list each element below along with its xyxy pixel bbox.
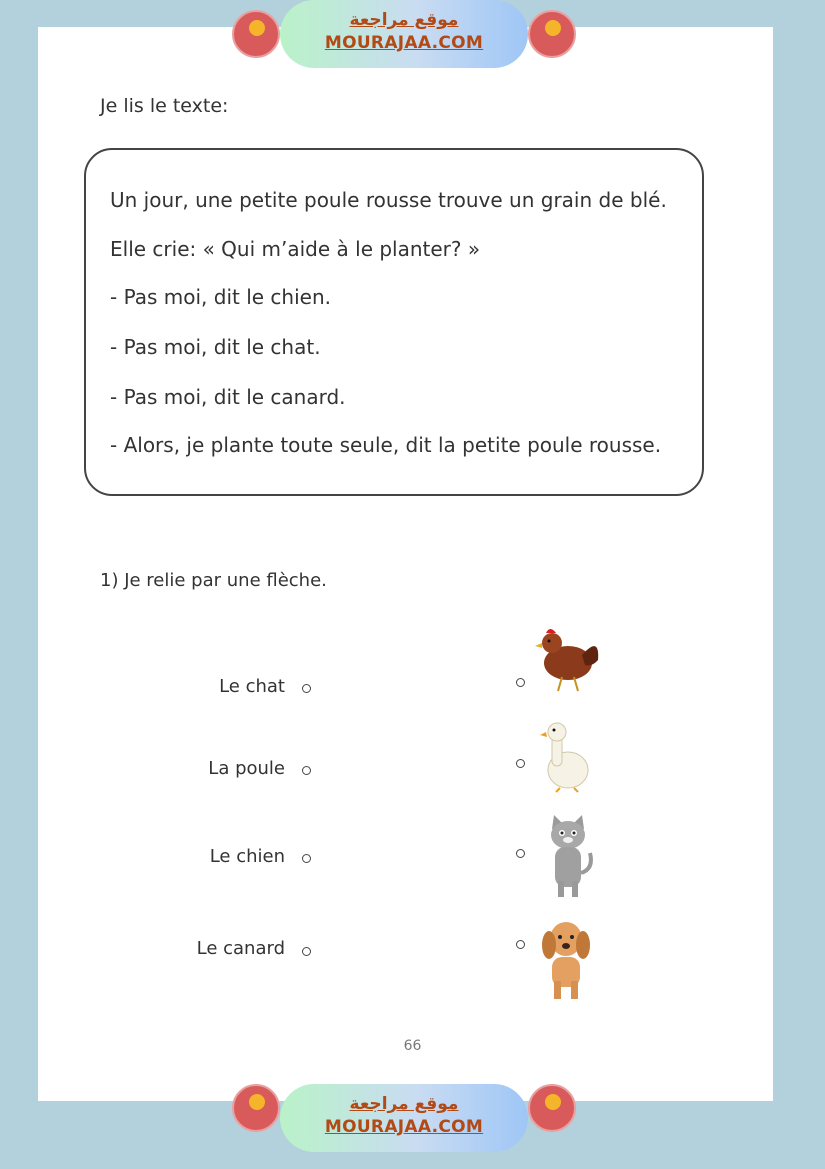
match-dot-left[interactable]: [302, 766, 311, 775]
story-line: - Pas moi, dit le chien.: [110, 285, 331, 309]
label-la-poule: La poule: [208, 758, 285, 779]
label-le-chat: Le chat: [219, 676, 285, 697]
banner-arabic-title[interactable]: موقع مراجعة: [349, 10, 459, 30]
story-line: Un jour, une petite poule rousse trouve un grain de blé.: [110, 188, 667, 212]
site-banner-top[interactable]: [280, 0, 528, 68]
logo-sun-icon: [545, 20, 561, 36]
story-line: - Pas moi, dit le chat.: [110, 335, 321, 359]
reading-heading: Je lis le texte:: [100, 95, 229, 117]
site-logo-right-top[interactable]: [528, 10, 576, 58]
site-banner-bottom[interactable]: [280, 1084, 528, 1152]
site-logo-left-bottom[interactable]: [232, 1084, 280, 1132]
banner-site-link[interactable]: MOURAJAA.COM: [324, 33, 484, 53]
banner-arabic-title[interactable]: موقع مراجعة: [349, 1094, 459, 1114]
match-dot-right[interactable]: [516, 940, 525, 949]
story-line: - Alors, je plante toute seule, dit la petite poule rousse.: [110, 433, 662, 457]
match-dot-left[interactable]: [302, 684, 311, 693]
site-logo-left-top[interactable]: [232, 10, 280, 58]
match-dot-right[interactable]: [516, 678, 525, 687]
logo-sun-icon: [249, 20, 265, 36]
match-dot-left[interactable]: [302, 947, 311, 956]
match-dot-left[interactable]: [302, 854, 311, 863]
page-number: 66: [403, 1038, 422, 1054]
story-box: [84, 148, 704, 496]
site-logo-right-bottom[interactable]: [528, 1084, 576, 1132]
dog-image: [536, 915, 598, 1003]
match-dot-right[interactable]: [516, 849, 525, 858]
match-dot-right[interactable]: [516, 759, 525, 768]
cat-image: [538, 813, 598, 899]
question-1: 1) Je relie par une flèche.: [100, 570, 327, 591]
logo-sun-icon: [545, 1094, 561, 1110]
hen-image: [530, 615, 605, 697]
banner-site-link[interactable]: MOURAJAA.COM: [324, 1117, 484, 1137]
label-le-chien: Le chien: [209, 846, 285, 867]
label-le-canard: Le canard: [196, 938, 285, 959]
story-line: - Pas moi, dit le canard.: [110, 385, 346, 409]
logo-sun-icon: [249, 1094, 265, 1110]
duck-image: [538, 718, 598, 794]
story-line: Elle crie: « Qui m’aide à le planter? »: [110, 237, 481, 261]
